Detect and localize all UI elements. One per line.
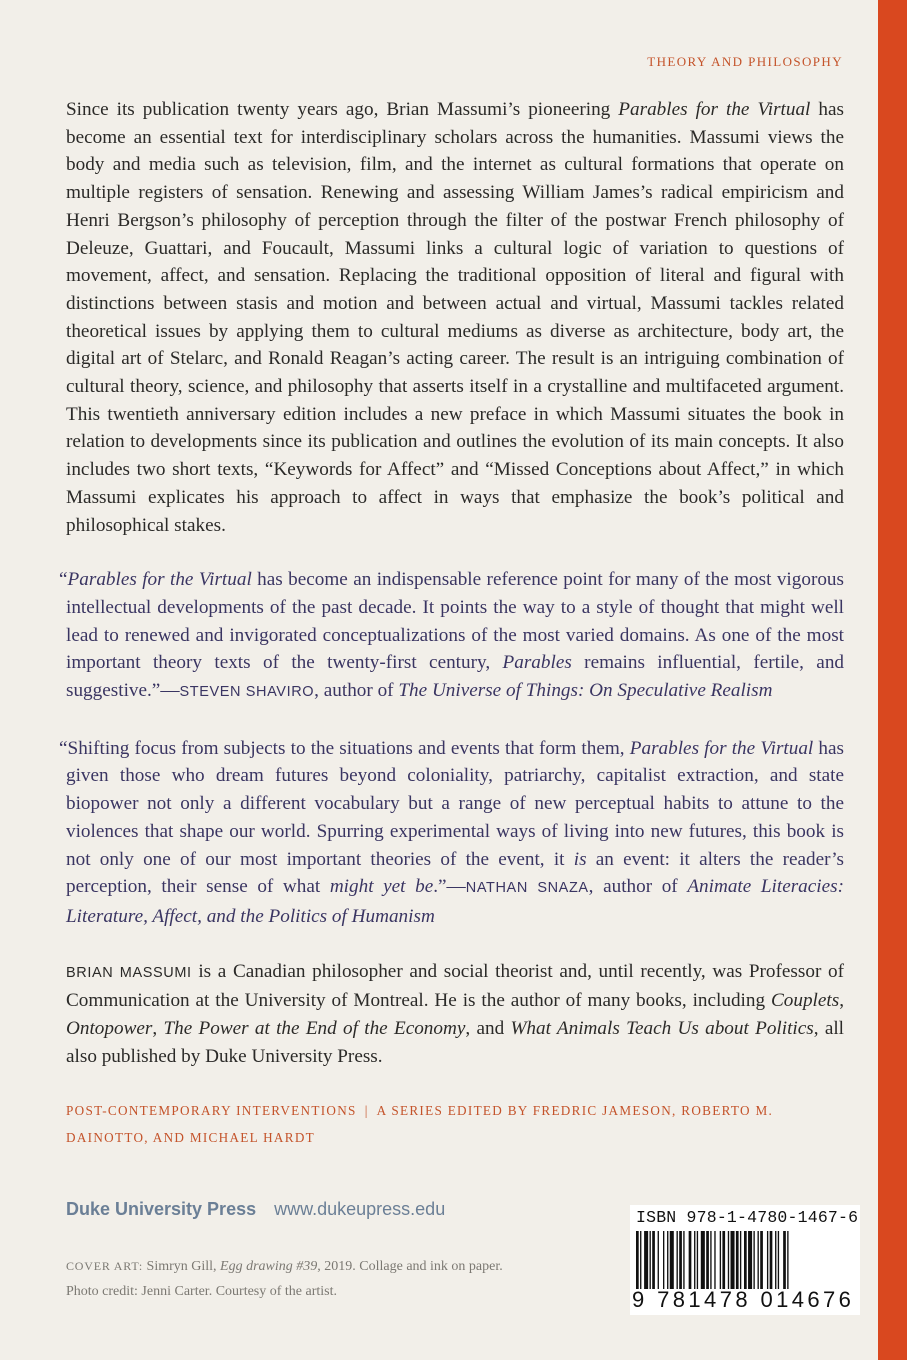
barcode-bar	[667, 1231, 668, 1289]
barcode-bar	[760, 1231, 763, 1289]
publisher-line	[66, 1199, 445, 1220]
isbn-label: ISBN 978-1-4780-1467-6	[636, 1208, 859, 1227]
author-bio	[66, 958, 844, 1071]
series-separator: |	[364, 1102, 369, 1118]
barcode-bar	[722, 1231, 725, 1289]
barcode-bar	[701, 1231, 705, 1289]
quote-text: has given those who dream futures beyond coloniality, patriarchy, capitalist extraction, and state biopower not only a different vocabulary but a range of new perceptual habits to attune to the violences that shape our world. Spurring experimental ways of living into new futures, this book is not only one of our most important theories of the event, it	[66, 737, 845, 870]
barcode-bar	[787, 1231, 788, 1289]
author-book-title: Animate Literacies: Literature, Affect, and the Politics of Humanism	[66, 876, 844, 927]
barcode-bar	[740, 1231, 741, 1289]
barcode-bar	[689, 1231, 692, 1289]
book-title-italic: Parables for the Virtual	[67, 569, 252, 591]
barcode-bar	[783, 1231, 786, 1289]
quote-text: , author of	[588, 876, 688, 898]
spine-color-strip	[878, 0, 907, 1360]
barcode-bars	[634, 1231, 856, 1289]
book-title-italic: Parables for the Virtual	[618, 99, 811, 120]
barcode-bar	[679, 1231, 682, 1289]
barcode-bar	[753, 1231, 754, 1289]
book-title-italic: The Power at the End of the Economy	[163, 1018, 466, 1040]
barcode-bar	[775, 1231, 776, 1289]
barcode-bar	[744, 1231, 747, 1289]
barcode-bar	[710, 1231, 711, 1289]
quote-text: remains influential, fertile, and suggestive.”—	[66, 652, 845, 702]
barcode-bar	[652, 1231, 655, 1289]
credit-label: COVER ART:	[66, 1259, 144, 1273]
barcode-bar	[720, 1231, 721, 1289]
barcode-bar	[658, 1231, 659, 1289]
barcode-bar	[694, 1231, 695, 1289]
book-title-italic: Ontopower	[66, 1018, 153, 1040]
emphasis-italic: is	[573, 848, 587, 870]
series-editors: A SERIES EDITED BY FREDRIC JAMESON, ROBERTO M. DAINOTTO, AND MICHAEL HARDT	[66, 1102, 774, 1145]
bio-text: , and	[465, 1018, 511, 1040]
barcode-bar	[644, 1231, 648, 1289]
series-name: POST-CONTEMPORARY INTERVENTIONS	[66, 1102, 357, 1118]
barcode-bar	[650, 1231, 651, 1289]
blurb-shaviro	[59, 566, 845, 707]
barcode-bar	[683, 1231, 684, 1289]
barcode-bar	[636, 1231, 639, 1289]
quote-text: an event: it alters the reader’s perception, their sense of what	[66, 848, 844, 898]
barcode-bar	[778, 1231, 779, 1289]
barcode-bar	[731, 1231, 735, 1289]
quote-mark: “	[59, 569, 68, 591]
barcode-bar	[767, 1231, 768, 1289]
blurb-author: NATHAN SNAZA	[465, 880, 589, 897]
photo-credit: Photo credit: Jenni Carter. Courtesy of the artist.	[66, 1284, 338, 1299]
isbn-barcode	[630, 1205, 860, 1315]
barcode-digits: 9 781478 014676	[632, 1287, 855, 1312]
barcode-bar	[670, 1231, 674, 1289]
book-title-italic: Couplets	[770, 990, 840, 1012]
bio-text: ,	[839, 990, 844, 1012]
bio-text: , all also published by Duke University Press.	[66, 1018, 844, 1067]
bio-text: ,	[152, 1018, 164, 1040]
description-text: has become an essential text for interdisciplinary scholars across the humanities. Massumi views the body and media such as television, film, and the internet as cultural formations that operate on multiple registers of sensation. Renewing and assessing William James’s radical empiricism and Henri Bergson’s philosophy of perception through the filter of the postwar French philosophy of Deleuze, Guattari, and Foucault, Massumi links a cultural logic of variation to questions of movement, affect, and sensation. Replacing the traditional opposition of literal and figural with distinctions between stasis and motion and between actual and virtual, Massumi tackles related theoretical issues by applying them to cultural mediums as diverse as architecture, body art, the digital art of Stelarc, and Ronald Reagan’s acting career. The result is an intriguing combination of cultural theory, science, and philosophy that asserts itself in a crystalline and multifaceted argument. This twentieth anniversary edition includes a new preface in which Massumi situates the book in relation to developments since its publication and outlines the evolution of its main concepts. It also includes two short texts, “Keywords for Affect” and “Missed Conceptions about Affect,” in which Massumi explicates his approach to affect in ways that emphasize the book’s political and philosophical stakes.	[66, 99, 844, 536]
publisher-name: Duke University Press	[66, 1199, 257, 1219]
blurb-snaza	[59, 735, 845, 931]
series-info	[66, 1097, 844, 1152]
barcode-bar	[663, 1231, 664, 1289]
quote-text: , author of	[314, 680, 399, 702]
book-title-italic: Parables	[502, 652, 572, 674]
quote-text: has become an indispensable reference point for many of the most vigorous intellectual developments of the past decade. It points the way to a style of thought that might well lead to renewed and invigorated conceptualizations of the most varied domains. As one of the most important theory texts of the twenty-first century,	[66, 569, 844, 674]
emphasis-italic: might yet be	[329, 876, 434, 898]
bio-text: is a Canadian philosopher and social theorist and, until recently, was Professor of Communication at the University of Montreal. He is the author of many books, including	[66, 960, 844, 1012]
credit-details: , 2019. Collage and ink on paper.	[317, 1259, 503, 1274]
barcode-bar	[728, 1231, 729, 1289]
quote-text: “Shifting focus from subjects to the situations and events that form them,	[59, 737, 630, 759]
barcode-bar	[748, 1231, 752, 1289]
barcode-bar	[714, 1231, 715, 1289]
description-text: Since its publication twenty years ago, Brian Massumi’s pioneering	[66, 99, 619, 120]
cover-credits	[66, 1254, 586, 1304]
back-cover-content	[59, 96, 845, 1152]
barcode-bar	[770, 1231, 773, 1289]
publisher-url[interactable]: www.dukeupress.edu	[274, 1199, 446, 1219]
blurb-author: STEVEN SHAVIRO	[179, 684, 315, 701]
author-book-title: The Universe of Things: On Speculative Realism	[398, 680, 773, 702]
category-label: THEORY AND PHILOSOPHY	[647, 54, 843, 69]
barcode-bar	[640, 1231, 641, 1289]
barcode-bar	[677, 1231, 678, 1289]
barcode-bar	[758, 1231, 759, 1289]
author-name: BRIAN MASSUMI	[66, 964, 192, 981]
barcode-bar	[697, 1231, 698, 1289]
book-title-italic: Parables for the Virtual	[629, 737, 814, 759]
barcode-bar	[736, 1231, 739, 1289]
credit-work-title: Egg drawing #39	[220, 1259, 318, 1274]
quote-text: .”—	[433, 876, 466, 898]
barcode-bar	[706, 1231, 709, 1289]
credit-artist: Simryn Gill,	[143, 1259, 221, 1274]
book-description	[66, 96, 844, 539]
book-title-italic: What Animals Teach Us about Politics	[510, 1018, 814, 1040]
cover-art-credit	[66, 1254, 586, 1279]
